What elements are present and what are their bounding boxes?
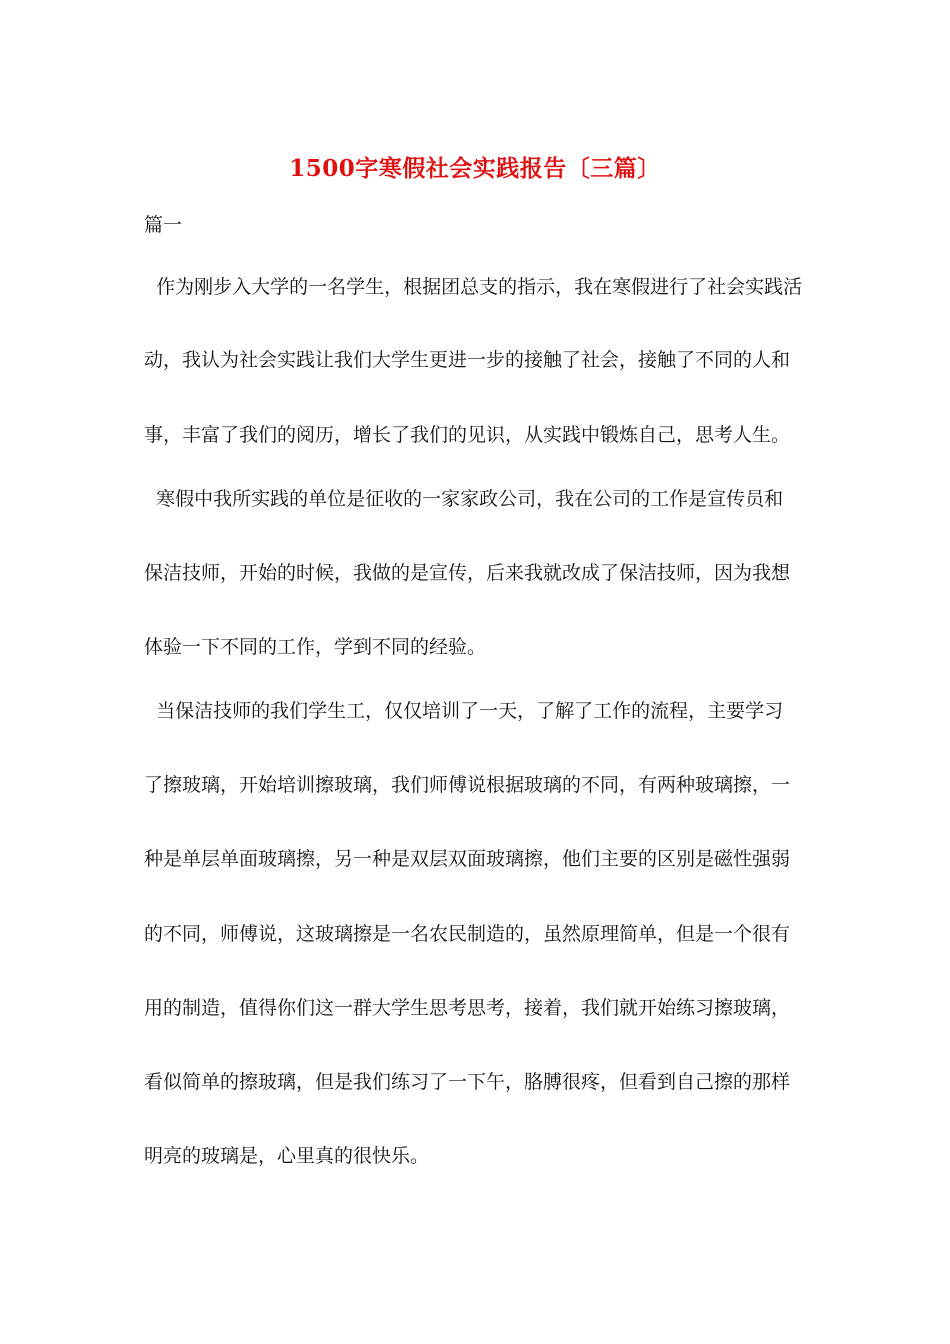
paragraph-line: 体验一下不同的工作，学到不同的经验。: [144, 636, 487, 658]
paragraph-line: 事，丰富了我们的阅历，增长了我们的见识，从实践中锻炼自己，思考人生。: [144, 424, 791, 446]
section-label: 篇一: [144, 214, 183, 236]
paragraph-line: 看似简单的擦玻璃，但是我们练习了一下午，胳膊很疼，但看到自己擦的那样: [144, 1071, 791, 1093]
paragraph-line: 明亮的玻璃是，心里真的很快乐。: [144, 1145, 430, 1167]
paragraph-line: 种是单层单面玻璃擦，另一种是双层双面玻璃擦，他们主要的区别是磁性强弱: [144, 848, 791, 870]
paragraph-line: 保洁技师，开始的时候，我做的是宣传，后来我就改成了保洁技师，因为我想: [144, 562, 791, 584]
paragraph-line: 寒假中我所实践的单位是征收的一家家政公司，我在公司的工作是宣传员和: [144, 488, 784, 510]
paragraph-line: 动，我认为社会实践让我们大学生更进一步的接触了社会，接触了不同的人和: [144, 349, 791, 371]
paragraph-line: 了擦玻璃，开始培训擦玻璃，我们师傅说根据玻璃的不同，有两种玻璃擦，一: [144, 774, 791, 796]
paragraph-line: 作为刚步入大学的一名学生，根据团总支的指示，我在寒假进行了社会实践活: [144, 276, 803, 298]
paragraph-line: 的不同，师傅说，这玻璃擦是一名农民制造的，虽然原理简单，但是一个很有: [144, 923, 791, 945]
paragraph-line: 当保洁技师的我们学生工，仅仅培训了一天，了解了工作的流程，主要学习: [144, 700, 784, 722]
paragraph-line: 用的制造，值得你们这一群大学生思考思考，接着，我们就开始练习擦玻璃，: [144, 997, 791, 1019]
document-title: 1500字寒假社会实践报告〔三篇〕: [289, 155, 661, 182]
